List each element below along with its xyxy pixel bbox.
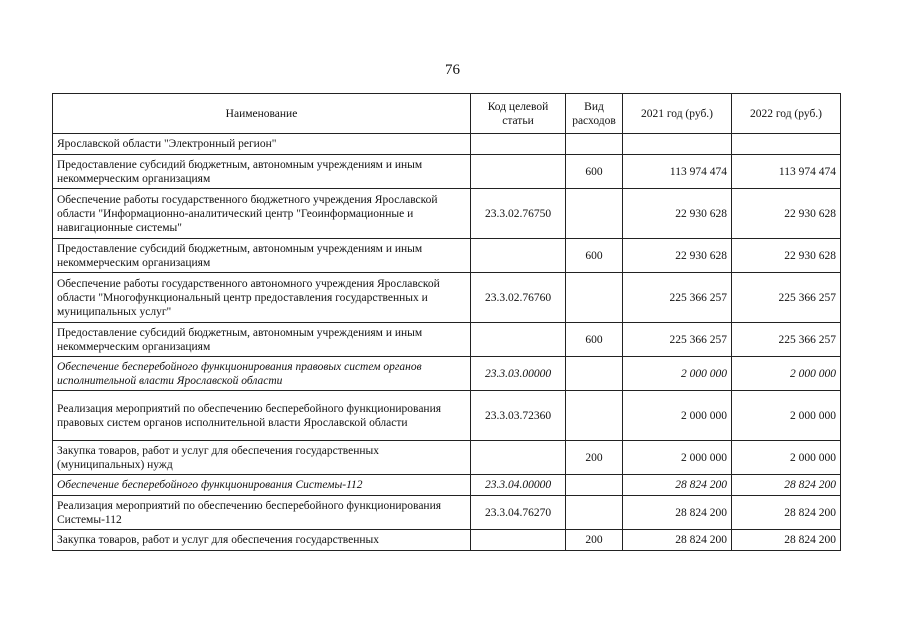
table-row [53, 189, 841, 239]
table-row [53, 323, 841, 357]
cell-name: Реализация мероприятий по обеспечению бесперебойного функционирования правовых систем органов исполнительной власти Ярославской области [53, 391, 471, 441]
cell-code: 23.3.02.76760 [471, 273, 566, 323]
cell-code [471, 155, 566, 189]
cell-kind: 600 [566, 239, 623, 273]
cell-y2022: 113 974 474 [732, 155, 841, 189]
cell-y2022: 22 930 628 [732, 189, 841, 239]
cell-code: 23.3.04.76270 [471, 496, 566, 530]
table-row [53, 441, 841, 475]
header-row [53, 94, 841, 134]
cell-kind [566, 496, 623, 530]
cell-y2022 [732, 134, 841, 155]
table-row [53, 475, 841, 496]
cell-kind [566, 475, 623, 496]
cell-name: Обеспечение работы государственного автономного учреждения Ярославской области "Многофункциональный центр предоставления государственных и муниципальных услуг" [53, 273, 471, 323]
table-header [53, 94, 841, 134]
cell-code: 23.3.04.00000 [471, 475, 566, 496]
cell-y2022: 225 366 257 [732, 323, 841, 357]
header-kind: Вид расходов [566, 94, 623, 134]
cell-y2021: 225 366 257 [623, 323, 732, 357]
cell-code [471, 323, 566, 357]
cell-y2022: 225 366 257 [732, 273, 841, 323]
cell-y2022: 22 930 628 [732, 239, 841, 273]
cell-code [471, 239, 566, 273]
cell-name: Предоставление субсидий бюджетным, автономным учреждениям и иным некоммерческим организациям [53, 323, 471, 357]
cell-kind [566, 134, 623, 155]
cell-name: Предоставление субсидий бюджетным, автономным учреждениям и иным некоммерческим организациям [53, 239, 471, 273]
cell-kind: 600 [566, 323, 623, 357]
cell-kind: 200 [566, 441, 623, 475]
cell-y2021: 22 930 628 [623, 239, 732, 273]
cell-y2021: 28 824 200 [623, 475, 732, 496]
cell-code: 23.3.02.76750 [471, 189, 566, 239]
cell-y2021: 28 824 200 [623, 496, 732, 530]
cell-code: 23.3.03.72360 [471, 391, 566, 441]
cell-y2021: 113 974 474 [623, 155, 732, 189]
cell-y2021: 2 000 000 [623, 357, 732, 391]
table-row [53, 155, 841, 189]
cell-kind: 600 [566, 155, 623, 189]
table-row [53, 496, 841, 530]
header-2022: 2022 год (руб.) [732, 94, 841, 134]
cell-kind: 200 [566, 530, 623, 551]
cell-kind [566, 391, 623, 441]
cell-y2022: 2 000 000 [732, 441, 841, 475]
table-row [53, 239, 841, 273]
header-code: Код целевой статьи [471, 94, 566, 134]
cell-y2022: 28 824 200 [732, 530, 841, 551]
cell-code [471, 441, 566, 475]
cell-name: Закупка товаров, работ и услуг для обеспечения государственных [53, 530, 471, 551]
header-name: Наименование [53, 94, 471, 134]
cell-code [471, 134, 566, 155]
cell-name: Обеспечение работы государственного бюджетного учреждения Ярославской области "Информационно-аналитический центр "Геоинформационные и навигационные системы" [53, 189, 471, 239]
page-number: 76 [445, 62, 460, 78]
table-row [53, 357, 841, 391]
cell-y2021 [623, 134, 732, 155]
cell-y2022: 2 000 000 [732, 357, 841, 391]
header-2021: 2021 год (руб.) [623, 94, 732, 134]
table-row [53, 134, 841, 155]
cell-y2022: 28 824 200 [732, 496, 841, 530]
table-body [53, 134, 841, 551]
budget-table [52, 93, 841, 551]
cell-name: Ярославской области "Электронный регион" [53, 134, 471, 155]
table-row [53, 391, 841, 441]
cell-y2021: 2 000 000 [623, 391, 732, 441]
cell-kind [566, 357, 623, 391]
table-row [53, 530, 841, 551]
cell-y2021: 28 824 200 [623, 530, 732, 551]
cell-name: Обеспечение бесперебойного функционирования правовых систем органов исполнительной власти Ярославской области [53, 357, 471, 391]
cell-name: Реализация мероприятий по обеспечению бесперебойного функционирования Системы-112 [53, 496, 471, 530]
cell-name: Предоставление субсидий бюджетным, автономным учреждениям и иным некоммерческим организациям [53, 155, 471, 189]
cell-y2022: 28 824 200 [732, 475, 841, 496]
cell-name: Закупка товаров, работ и услуг для обеспечения государственных (муниципальных) нужд [53, 441, 471, 475]
cell-kind [566, 189, 623, 239]
cell-y2022: 2 000 000 [732, 391, 841, 441]
cell-code: 23.3.03.00000 [471, 357, 566, 391]
cell-name: Обеспечение бесперебойного функционирования Системы-112 [53, 475, 471, 496]
cell-y2021: 225 366 257 [623, 273, 732, 323]
cell-code [471, 530, 566, 551]
table-row [53, 273, 841, 323]
cell-y2021: 22 930 628 [623, 189, 732, 239]
cell-y2021: 2 000 000 [623, 441, 732, 475]
cell-kind [566, 273, 623, 323]
